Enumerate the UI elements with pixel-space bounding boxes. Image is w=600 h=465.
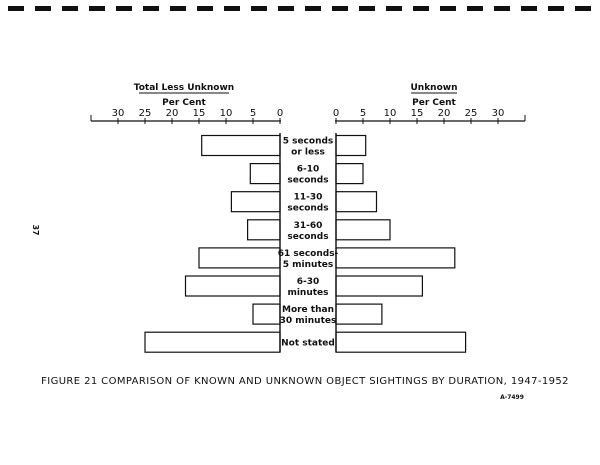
top-dash bbox=[413, 6, 429, 11]
category-label-line: 30 minutes bbox=[279, 316, 337, 327]
left-bar bbox=[202, 136, 280, 156]
category-label bbox=[287, 193, 328, 214]
category-label bbox=[287, 165, 328, 186]
top-dash bbox=[494, 6, 510, 11]
left-bar bbox=[250, 164, 280, 184]
left-bar bbox=[199, 248, 280, 268]
right-tick-label: 10 bbox=[383, 108, 397, 119]
top-dash bbox=[359, 6, 375, 11]
category-label-line: seconds bbox=[287, 231, 329, 242]
top-dash bbox=[197, 6, 213, 11]
left-bar-group bbox=[145, 136, 280, 353]
category-label bbox=[287, 221, 328, 242]
right-bar-group bbox=[336, 136, 466, 353]
category-label-line: More than bbox=[281, 305, 335, 316]
category-label-line: seconds bbox=[287, 203, 329, 214]
right-bar bbox=[336, 220, 390, 240]
left-panel-title: Total Less Unknown bbox=[133, 83, 235, 93]
category-label bbox=[287, 277, 328, 298]
right-bar bbox=[336, 192, 377, 212]
top-dashed-border bbox=[8, 6, 591, 11]
right-tick-label: 5 bbox=[359, 108, 367, 119]
top-dash bbox=[332, 6, 348, 11]
top-dash bbox=[224, 6, 240, 11]
left-tick-label: 15 bbox=[192, 108, 206, 119]
top-dash bbox=[116, 6, 132, 11]
category-label-line: 5 minutes bbox=[282, 259, 334, 270]
category-label-line: 31-60 bbox=[293, 220, 323, 231]
top-dash bbox=[170, 6, 186, 11]
top-dash bbox=[278, 6, 294, 11]
left-tick-label: 25 bbox=[138, 108, 152, 119]
left-tick-label: 30 bbox=[111, 108, 125, 119]
left-bar bbox=[253, 304, 280, 324]
category-label-line: seconds bbox=[287, 175, 329, 186]
category-label bbox=[278, 249, 339, 270]
left-panel bbox=[91, 83, 283, 352]
left-axis-label: Per Cent bbox=[162, 98, 206, 108]
top-dash bbox=[548, 6, 564, 11]
category-label-line: minutes bbox=[287, 288, 329, 298]
right-tick-label: 25 bbox=[464, 108, 478, 119]
category-label-line: 61 seconds- bbox=[277, 248, 339, 259]
figure-caption: FIGURE 21 COMPARISON OF KNOWN AND UNKNOWN OBJECT SIGHTINGS BY DURATION, 1947-1952 bbox=[41, 376, 569, 387]
left-tick-label: 10 bbox=[219, 108, 233, 119]
right-tick-label: 20 bbox=[437, 108, 451, 119]
left-tick-label: 5 bbox=[249, 108, 257, 119]
top-dash bbox=[305, 6, 321, 11]
right-bar bbox=[336, 248, 455, 268]
top-dash bbox=[521, 6, 537, 11]
category-label-line: 11-30 bbox=[293, 192, 323, 203]
top-dash bbox=[62, 6, 78, 11]
category-label bbox=[281, 339, 335, 349]
top-dash bbox=[575, 6, 591, 11]
left-bar bbox=[248, 220, 280, 240]
category-label-line: 6-30 bbox=[296, 277, 320, 287]
right-panel-title: Unknown bbox=[410, 83, 458, 93]
left-bar bbox=[145, 332, 280, 352]
right-panel bbox=[333, 83, 525, 352]
right-tick-label: 0 bbox=[332, 108, 340, 119]
top-dash bbox=[89, 6, 105, 11]
right-bar bbox=[336, 276, 422, 296]
figure-code: A-7499 bbox=[500, 394, 524, 401]
right-tick-label: 30 bbox=[491, 108, 505, 119]
right-axis-label: Per Cent bbox=[412, 98, 456, 108]
top-dash bbox=[35, 6, 51, 11]
category-label-line: 6-10 bbox=[296, 164, 320, 175]
left-bar bbox=[186, 276, 281, 296]
top-dash bbox=[386, 6, 402, 11]
top-dash bbox=[440, 6, 456, 11]
right-tick-label: 15 bbox=[410, 108, 424, 119]
top-dash bbox=[251, 6, 267, 11]
left-tick-label: 0 bbox=[276, 108, 284, 119]
category-label bbox=[283, 137, 334, 158]
top-dash bbox=[143, 6, 159, 11]
page-number: 37 bbox=[31, 224, 40, 236]
category-label-line: or less bbox=[291, 147, 325, 158]
top-dash bbox=[8, 6, 24, 11]
right-bar bbox=[336, 332, 466, 352]
right-bar bbox=[336, 304, 382, 324]
category-label-line: 5 seconds bbox=[282, 136, 334, 147]
left-tick-label: 20 bbox=[165, 108, 179, 119]
category-label-group bbox=[278, 137, 339, 349]
right-bar bbox=[336, 136, 366, 156]
left-bar bbox=[231, 192, 280, 212]
right-bar bbox=[336, 164, 363, 184]
category-label-line: Not stated bbox=[281, 338, 335, 349]
category-label bbox=[280, 305, 337, 326]
top-dash bbox=[467, 6, 483, 11]
